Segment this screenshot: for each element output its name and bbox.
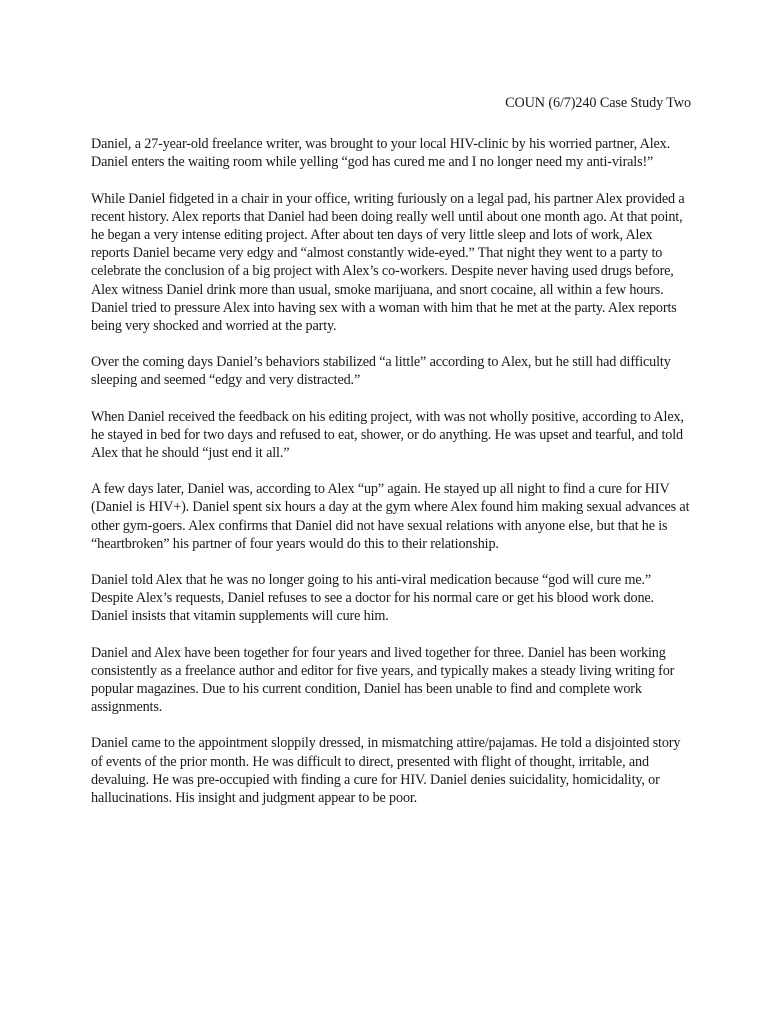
paragraph-up-again: A few days later, Daniel was, according to Alex “up” again. He stayed up all night to find a cure for HIV (Daniel is HIV+). Daniel spent six hours a day at the gym where Alex found him making sexual advances at other gym-goers. Alex confirms that Daniel did not have sexual relations with anyone else, but that he is “heartbroken” his partner of four years would do this to their relationship. — [91, 481, 690, 552]
paragraph-medication: Daniel told Alex that he was no longer going to his anti-viral medication because “god will cure me.” Despite Alex’s requests, Daniel refuses to see a doctor for his normal care or get his blood work done. Daniel insists that vitamin supplements will cure him. — [91, 572, 654, 625]
paragraph-stabilized: Over the coming days Daniel’s behaviors stabilized “a little” according to Alex, but he still had difficulty sleeping and seemed “edgy and very distracted.” — [91, 354, 671, 389]
document-page — [91, 94, 691, 825]
paragraph-history: While Daniel fidgeted in a chair in your office, writing furiously on a legal pad, his partner Alex provided a recent history. Alex reports that Daniel had been doing really well until about one month ago. At that point, he began a very intense editing project. After about ten days of very little sleep and lots of work, Alex reports Daniel became very edgy and “almost constantly wide-eyed.” That night they went to a party to celebrate the conclusion of a big project with Alex’s co-workers. Despite never having used drugs before, Alex witness Daniel drink more than usual, smoke marijuana, and snort cocaine, all within a few hours. Daniel tried to pressure Alex into having sex with a woman with him that he met at the party. Alex reports being very shocked and worried at the party. — [91, 190, 685, 335]
paragraph-relationship: Daniel and Alex have been together for four years and lived together for three. Daniel has been working consistently as a freelance author and editor for five years, and typically makes a steady living writing for popular magazines. Due to his current condition, Daniel has been unable to find and complete work assignments. — [91, 644, 675, 716]
document-header: COUN (6/7)240 Case Study Two — [505, 95, 691, 111]
paragraph-intro: Daniel, a 27-year-old freelance writer, was brought to your local HIV-clinic by his worried partner, Alex. Daniel enters the waiting room while yelling “god has cured me and I no longer need my anti-virals!” — [91, 136, 671, 171]
paragraph-appointment: Daniel came to the appointment sloppily dressed, in mismatching attire/pajamas. He told a disjointed story of events of the prior month. He was difficult to direct, presented with flight of thought, irritable, and devaluing. He was pre-occupied with finding a cure for HIV. Daniel denies suicidality, homicidality, or hallucinations. His insight and judgment appear to be poor. — [91, 735, 681, 807]
paragraph-feedback: When Daniel received the feedback on his editing project, with was not wholly positive, according to Alex, he stayed in bed for two days and refused to eat, shower, or do anything. He was upset and tearful, and told Alex that he should “just end it all.” — [91, 408, 684, 462]
